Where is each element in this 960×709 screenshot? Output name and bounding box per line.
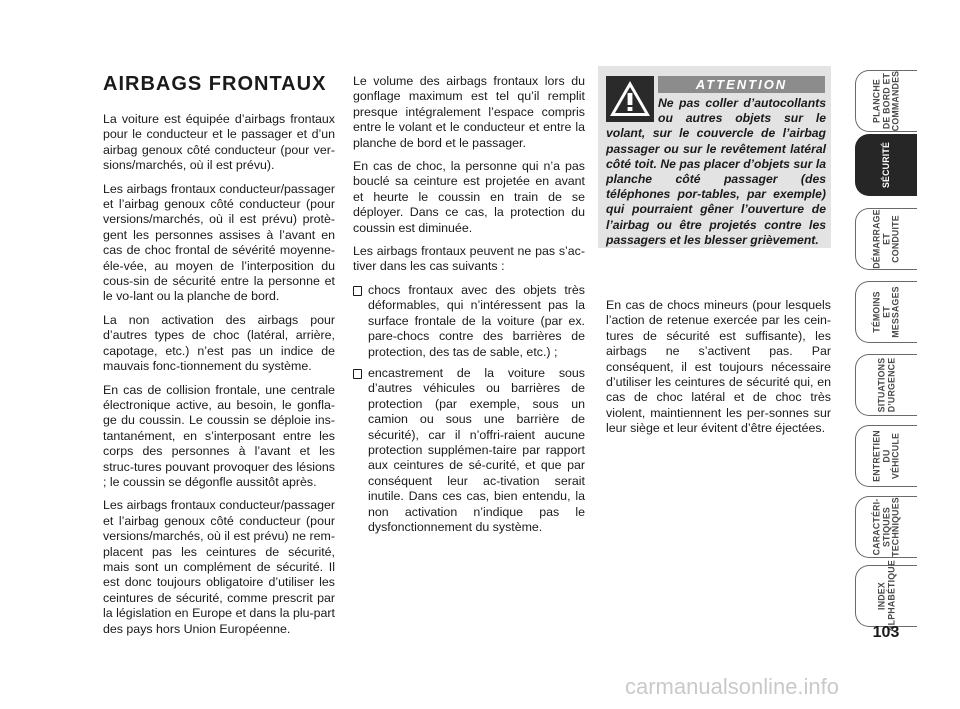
tab-planche-de-bord[interactable] (855, 70, 917, 132)
left-column (103, 62, 335, 645)
warning-box (598, 66, 831, 248)
paragraph: En cas de chocs mineurs (pour lesquels l’action de retenue exercée par les cein-tures de sécurité est suffisante), les airbags ne s’activent pas. Par conséquent, il est toujours nécessaire d’utiliser les ceintures de sécurité qui, en cas de choc latéral et de choc très violent, maintiennent les per-sonnes sur leur siège et leur évitent d’être éjectées. (606, 298, 831, 436)
paragraph: La voiture est équipée d’airbags frontaux pour le conducteur et le passager et d’un airbag genoux côté conducteur (pour ver-sions/marchés, où il est prévu). (103, 112, 335, 173)
tab-label: PLANCHE DE BORD ET COMMANDES (871, 70, 901, 132)
middle-column (353, 74, 585, 541)
list-item (353, 283, 585, 360)
paragraph: Les airbags frontaux conducteur/passager et l’airbag genoux côté conducteur (pour versions/marchés, où il est prévu) protè-gent les personnes assises à l’avant en cas de choc frontal de sévérité moyenne-éle-vée, au moyen de l’interposition du cous-sin de sécurité entre la personne et le vo-lant ou la planche de bord. (103, 181, 335, 304)
list-item-text: chocs frontaux avec des objets très déformables, qui n’intéressent pas la surface frontale de la voiture (par ex. pare-chocs contre des barrières de protection, des tas de sable, etc.) ; (368, 282, 585, 359)
right-column (606, 298, 831, 445)
tab-label: SITUATIONS D’URGENCE (875, 357, 896, 413)
bullet-list (353, 283, 585, 536)
warning-text (606, 96, 826, 248)
tab-temoins[interactable] (855, 281, 917, 343)
paragraph: En cas de choc, la personne qui n’a pas bouclé sa ceinture est projetée en avant et heurte le coussin en train de se déployer. Dans ce cas, la protection du coussin est diminuée. (353, 159, 585, 235)
tab-label: TÉMOINS ET MESSAGES (871, 286, 901, 338)
list-item-text: encastrement de la voiture sous d’autres véhicules ou barrières de protection (par exemple, sous un camion ou sous une barrière de sécurité), car il n’offri-raient aucune protection supplémen-taire par rapport aux ceintures de sé-curité, et que par conséquent leur ac-tivation serait inutile. Dans ces cas, bien entendu, la non activation n’indique pas le dysfonctionnement du système. (368, 365, 585, 534)
checkbox-bullet-icon (353, 369, 362, 379)
tab-securite[interactable] (855, 134, 917, 196)
tab-label: ENTRETIEN DU VÉHICULE (871, 430, 901, 482)
paragraph: En cas de collision frontale, une centrale électronique active, au besoin, le gonfla-ge du coussin. Le coussin se déploie ins-tantanément, en s’interposant entre les corps des personnes à l’avant et les struc-tures pouvant provoquer des lésions ; le coussin se dégonfle aussitôt après. (103, 382, 335, 489)
tab-label: INDEX ALPHABÉTIQUE (875, 560, 896, 632)
page-title: AIRBAGS FRONTAUX (103, 73, 327, 95)
tab-entretien[interactable] (855, 425, 917, 487)
paragraph: Les airbags frontaux peuvent ne pas s’ac-tiver dans les cas suivants : (353, 244, 585, 274)
warning-banner: ATTENTION (658, 76, 825, 93)
watermark: carmanualsonline.info (625, 674, 840, 699)
page-number: 103 (872, 624, 900, 641)
tab-label: CARACTÉRI- STIQUES TECHNIQUES (871, 497, 901, 557)
paragraph: La non activation des airbags pour d’autres types de choc (latéral, arrière, capotage, etc.) n’est pas un indice de mauvais fonc-tionnement du système. (103, 312, 335, 374)
tab-index[interactable] (855, 560, 917, 632)
checkbox-bullet-icon (353, 286, 362, 296)
tab-demarrage[interactable] (855, 208, 917, 270)
paragraph: Les airbags frontaux conducteur/passager et l’airbag genoux côté conducteur (pour versions/marchés, où il est prévu) ne rem-placent pas les ceintures de sécurité, mais sont un complément de sécurité. Il est donc toujours obligatoire d’utiliser les ceintures de sécurité, comme prescrit par la législation en Europe et dans la plu-part des pays hors Union Européenne. (103, 498, 335, 636)
tab-caracteristiques[interactable] (855, 496, 917, 558)
tab-situations[interactable] (855, 354, 917, 416)
warning-text-content: Ne pas coller d’autocollants ou autres objets sur le volant, sur le couvercle de l’airbag passager ou sur le revêtement latéral côté toit. Ne pas placer d’objets sur la planche côté passager (des téléphones por-tables, par exemple) qui pourraient gêner l’ouverture de l’airbag ou être projetés contre les passagers et les blesser grièvement. (606, 96, 826, 247)
tab-label: SÉCURITÉ (880, 141, 891, 189)
paragraph: Le volume des airbags frontaux lors du gonflage maximum est tel qu’il remplit presque intégralement l’espace compris entre le volant et le conducteur et entre la planche de bord et le passager. (353, 74, 585, 150)
list-item (353, 366, 585, 535)
tab-label: DÉMARRAGE ET CONDUITE (871, 209, 901, 269)
